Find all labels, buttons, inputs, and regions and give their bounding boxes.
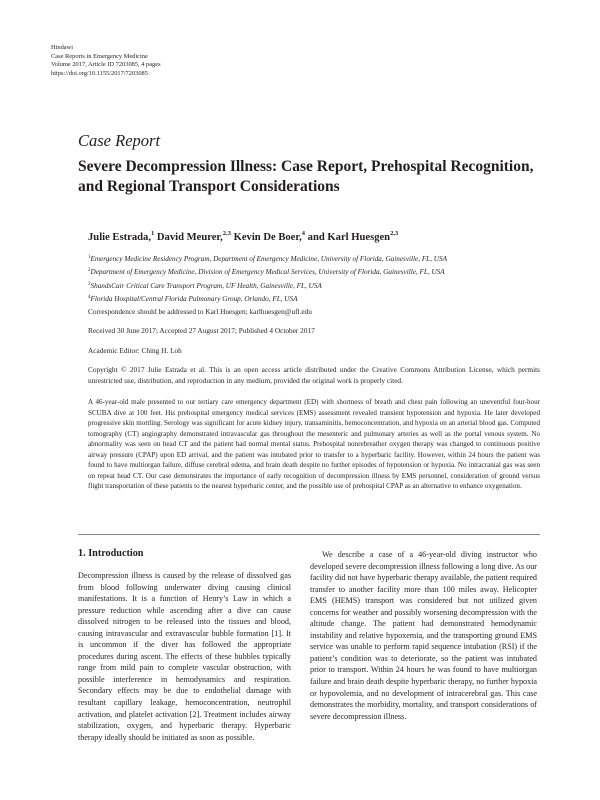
affiliation-list xyxy=(88,252,447,306)
section-divider xyxy=(78,534,540,535)
author-affiliation-marker: 2,3 xyxy=(390,230,399,237)
journal-header xyxy=(51,44,161,78)
affiliation-item: $^2$Department of Emergency Medicine, Division of Emergency Medical Services, University of Florida, Gainesville, FL, USA xyxy=(88,268,445,277)
author-name: David Meurer, xyxy=(156,232,223,243)
article-title: Severe Decompression Illness: Case Report, Prehospital Recognition, and Regional Transport Considerations xyxy=(78,158,534,195)
academic-editor-line: Academic Editor: Ching H. Loh xyxy=(88,346,182,355)
body-column-right: We describe a case of a 46-year-old diving instructor who developed severe decompression illness following a long dive. As our facility did not have hyperbaric therapy available, the patient required transfer to another facility more than 100 miles away. Helicopter EMS (HEMS) transport was considered but not utilized given concerns for weather and possibly worsening decompression with the altitude change. The patient had demonstrated hemodynamic instability and relative hypoxemia, and the transporting ground EMS service was unable to perform rapid sequence intubation (RSI) if the patient’s condition was to deteriorate, so the patient was intubated prior to transport. Within 24 hours he was found to have multiorgan failure and brain death despite hyperbaric therapy, no further hypoxia or hypovolemia, and no development of intracerebral gas. This case demonstrates the morbidity, mortality, and transport considerations of severe decompression illness. xyxy=(310,550,537,721)
journal-name: Case Reports in Emergency Medicine xyxy=(51,52,148,60)
copyright-notice: Copyright © 2017 Julie Estrada et al. This is an open access article distributed under the Creative Commons Attribution License, which permits unrestricted use, distribution, and reproduction in any medium, provided the original work is properly cited. xyxy=(88,365,540,385)
journal-volume: Volume 2017, Article ID 7203085, 4 pages xyxy=(51,61,161,69)
section-heading-introduction: 1. Introduction xyxy=(78,548,144,559)
correspondence-line: Correspondence should be addressed to Karl Huesgen; karlhuesgen@ufl.edu xyxy=(88,307,312,316)
journal-doi: https://doi.org/10.1155/2017/7203085 xyxy=(51,69,148,77)
publisher-name: Hindawi xyxy=(51,44,74,51)
author-affiliation-marker: 4 xyxy=(301,230,306,237)
author-name: Julie Estrada, xyxy=(88,232,151,243)
author-affiliation-marker: 1 xyxy=(150,230,155,237)
affiliation-item: $^4$Florida Hospital/Central Florida Pulmonary Group, Orlando, FL, USA xyxy=(88,295,298,304)
author-name: Kevin De Boer, xyxy=(233,232,302,243)
author-list xyxy=(88,230,398,243)
affiliation-item: $^3$ShandsCair Critical Care Transport Program, UF Health, Gainesville, FL, USA xyxy=(88,281,322,290)
article-type: Case Report xyxy=(78,131,161,150)
author-name: and Karl Huesgen xyxy=(307,232,391,243)
affiliation-item: $^1$Emergency Medicine Residency Program, Department of Emergency Medicine, University of Florida, Gainesville, FL, USA xyxy=(88,255,447,263)
author-affiliation-marker: 2,3 xyxy=(222,230,231,237)
body-column-left: Decompression illness is caused by the release of dissolved gas from blood following underwater diving causing clinical manifestations. It is a function of Henry’s Law in which a pressure reduction while ascending after a dive can cause dissolved nitrogen to be released into the tissues and blood, causing intravascular and extravascular bubble formation [1]. It is uncommon if the diver has followed the appropriate procedures during ascent. The effects of these bubbles typically range from mild pain to complete vascular obstruction, with possible interference in hemodynamics and respiration. Secondary effects may be due to endothelial damage with resultant capillary leakage, hemoconcentration, neutrophil activation, and platelet activation [2]. Treatment includes airway stabilization, oxygen, and hyperbaric therapy. Hyperbaric therapy ideally should be initiated as soon as possible. xyxy=(78,571,291,742)
dates-line: Received 30 June 2017; Accepted 27 August 2017; Published 4 October 2017 xyxy=(88,326,315,335)
abstract-text: A 46-year-old male presented to our tertiary care emergency department (ED) with shortness of breath and chest pain following an uneventful four-hour SCUBA dive at 100 feet. His prehospital emergency medical services (EMS) assessment revealed transient hypotension and hypoxia. He later developed progressive skin mottling. Serology was significant for acute kidney injury, transaminitis, hemoconcentration, and hypoxia on an arterial blood gas. Computed tomography (CT) angiography demonstrated intravascular gas throughout the mesenteric and pulmonary arteries as well as the portal venous system. No abnormality was seen on head CT and the patient had normal mental status. Prehospital nonrebreather oxygen therapy was changed to continuous positive airway pressure (CPAP) upon ED arrival, and the patient was intubated prior to transfer to a hyperbaric facility. However, within 24 hours the patient was found to have multiorgan failure, diffuse cerebral edema, and brain death despite no further episodes of hypotension or hypoxia. No intracranial gas was seen on repeat head CT. Our case demonstrates the importance of early recognition of decompression illness by EMS personnel, consideration of ground versus flight transportation of these patients to the nearest hyperbaric center, and the possible use of prehospital CPAP as an alternative to enhance oxygenation. xyxy=(88,398,540,490)
